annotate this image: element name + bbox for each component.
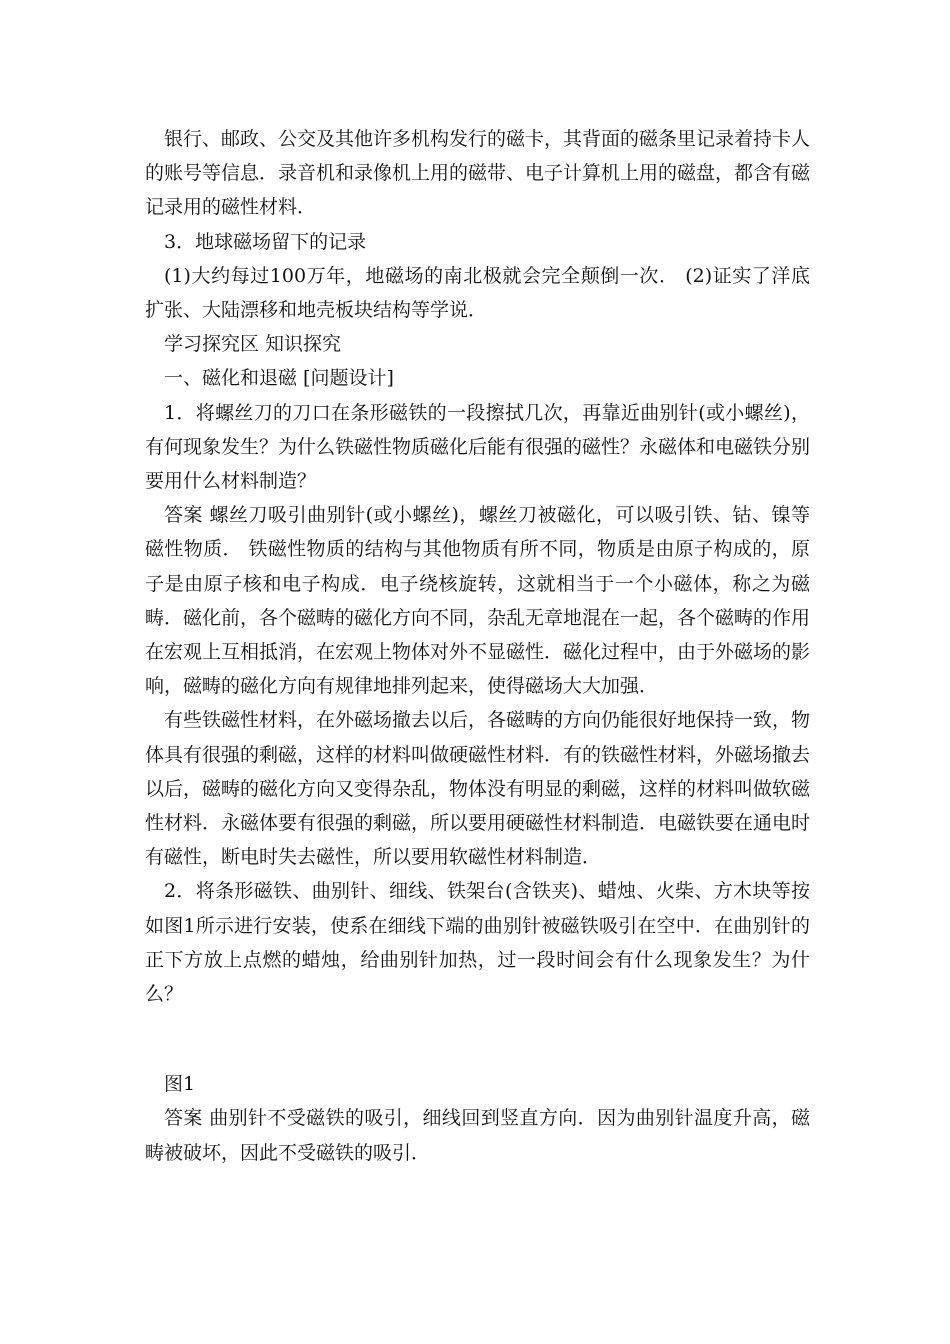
paragraph-magnetic-cards: 银行、邮政、公交及其他许多机构发行的磁卡，其背面的磁条里记录着持卡人的账号等信息．录音机和录像机上用的磁带、电子计算机上用的磁盘，都含有磁记录用的磁性材料． xyxy=(145,128,811,219)
question-2: 2．将条形磁铁、曲别针、细线、铁架台(含铁夹)、蜡烛、火柴、方木块等按如图1所示进行安装，使系在细线下端的曲别针被磁铁吸引在空中．在曲别针的正下方放上点燃的蜡烛，给曲别针加热，过一段时间会有什么现象发生？为什么？ xyxy=(145,880,810,1006)
heading-earth-magnetic-record: 3．地球磁场留下的记录 xyxy=(164,230,367,253)
figure-placeholder xyxy=(145,1011,810,1067)
paragraph-earth-magnetic-record: (1)大约每过100万年，地磁场的南北极就会完全颠倒一次． (2)证实了洋底扩张、大陆漂移和地壳板块结构等学说． xyxy=(145,264,810,322)
answer-1-continued: 有些铁磁性材料，在外磁场撤去以后，各磁畴的方向仍能很好地保持一致，物体具有很强的剩磁，这样的材料叫做硬磁性材料．有的铁磁性材料，外磁场撤去以后，磁畴的磁化方向又变得杂乱，物体没有明显的剩磁，这样的材料叫做软磁性材料．永磁体要有很强的剩磁，所以要用硬磁性材料制造．电磁铁要在通电时有磁性，断电时失去磁性，所以要用软磁性材料制造． xyxy=(145,709,811,869)
section-title-study-area: 学习探究区 知识探究 xyxy=(164,333,342,356)
answer-1: 答案 螺丝刀吸引曲别针(或小螺丝)，螺丝刀被磁化，可以吸引铁、钴、镍等磁性物质． 铁磁性物质的结构与其他物质有所不同，物质是由原子构成的，原子是由原子核和电子构成．电子绕核旋转，这就相当于一个小磁体，称之为磁畴．磁化前，各个磁畴的磁化方向不同，杂乱无章地混在一起，各个磁畴的作用在宏观上互相抵消，在宏观上物体对外不显磁性．磁化过程中，由于外磁场的影响，磁畴的磁化方向有规律地排列起来，使得磁场大大加强． xyxy=(145,504,811,698)
document-body xyxy=(145,122,810,1170)
section-heading-magnetization: 一、磁化和退磁 [问题设计] xyxy=(164,367,394,390)
question-1: 1．将螺丝刀的刀口在条形磁铁的一段擦拭几次，再靠近曲别针(或小螺丝)，有何现象发生？为什么铁磁性物质磁化后能有很强的磁性？永磁体和电磁铁分别要用什么材料制造？ xyxy=(145,401,811,493)
answer-2: 答案 曲别针不受磁铁的吸引，细线回到竖直方向．因为曲别针温度升高，磁畴被破坏，因此不受磁铁的吸引． xyxy=(145,1107,810,1164)
figure-caption: 图1 xyxy=(164,1073,196,1096)
